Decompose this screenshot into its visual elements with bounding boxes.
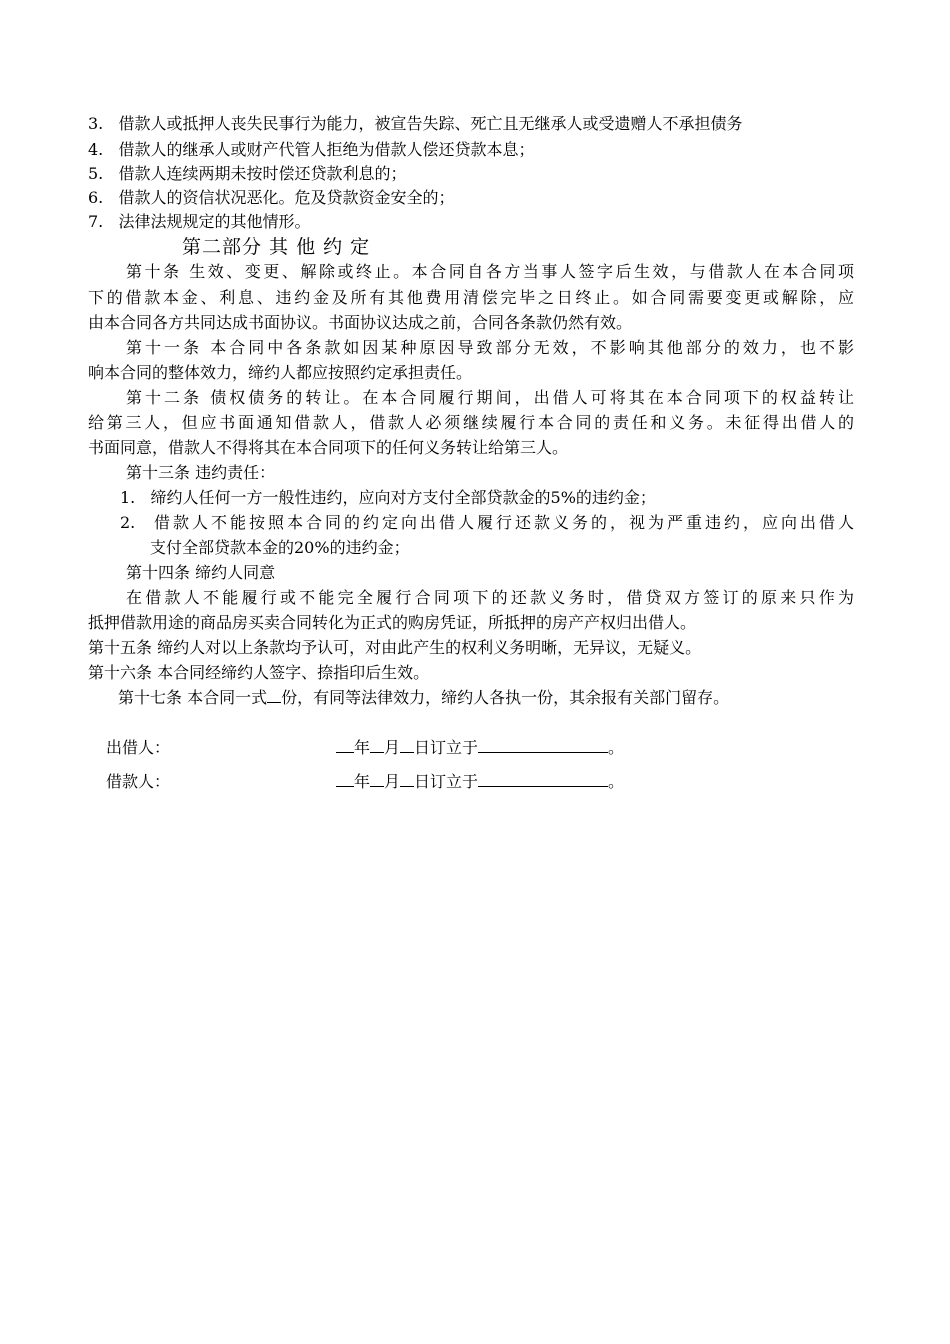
lender-date-line bbox=[336, 736, 624, 760]
place-blank bbox=[478, 770, 608, 787]
article-12-line-3: 书面同意，借款人不得将其在本合同项下的任何义务转让给第三人。 bbox=[88, 438, 569, 457]
list-item-4 bbox=[88, 138, 535, 162]
copies-blank bbox=[267, 686, 281, 703]
lender-label: 出借人： bbox=[106, 738, 171, 757]
year-label: 年 bbox=[354, 772, 371, 791]
day-label: 日订立于 bbox=[414, 772, 479, 791]
article-10-line-3: 由本合同各方共同达成书面协议。书面协议达成之前，合同各条款仍然有效。 bbox=[88, 313, 633, 332]
period: 。 bbox=[608, 772, 625, 791]
year-blank bbox=[336, 736, 354, 753]
article-10-line-2: 下的借款本金、利息、违约金及所有其他费用清偿完毕之日终止。如合同需要变更或解除，应 bbox=[88, 288, 854, 307]
list-item-7 bbox=[88, 210, 311, 234]
list-number: 1. bbox=[120, 488, 136, 507]
list-item-6 bbox=[88, 186, 455, 210]
day-label: 日订立于 bbox=[414, 738, 479, 757]
month-blank bbox=[370, 770, 384, 787]
list-item-5 bbox=[88, 162, 407, 186]
article-13-item-2-line-2: 支付全部贷款本金的20%的违约金； bbox=[150, 538, 410, 557]
day-blank bbox=[400, 770, 414, 787]
year-blank bbox=[336, 770, 354, 787]
list-item-3 bbox=[88, 112, 743, 136]
article-12-line-1: 第十二条 债权债务的转让。在本合同履行期间，出借人可将其在本合同项下的权益转让 bbox=[126, 388, 854, 407]
article-13-title: 第十三条 违约责任： bbox=[126, 463, 276, 482]
article-14-line-2: 抵押借款用途的商品房买卖合同转化为正式的购房凭证，所抵押的房产产权归出借人。 bbox=[88, 613, 697, 632]
place-blank bbox=[478, 736, 608, 753]
month-label: 月 bbox=[384, 738, 401, 757]
year-label: 年 bbox=[354, 738, 371, 757]
list-number: 3. bbox=[88, 114, 104, 133]
article-17 bbox=[118, 686, 729, 710]
list-text: 借款人或抵押人丧失民事行为能力，被宣告失踪、死亡且无继承人或受遗赠人不承担债务 bbox=[118, 114, 743, 133]
borrower-label: 借款人： bbox=[106, 772, 171, 791]
article-15: 第十五条 缔约人对以上条款均予认可，对由此产生的权利义务明晰，无异议，无疑义。 bbox=[88, 638, 702, 657]
article-10-line-1: 第十条 生效、变更、解除或终止。本合同自各方当事人签字后生效，与借款人在本合同项 bbox=[126, 262, 854, 281]
list-number: 5. bbox=[88, 164, 104, 183]
section-title: 第二部分 其 他 约 定 bbox=[182, 236, 371, 258]
article-11-line-1: 第十一条 本合同中各条款如因某种原因导致部分无效，不影响其他部分的效力，也不影 bbox=[126, 338, 854, 357]
list-text: 借款人连续两期未按时偿还贷款利息的； bbox=[118, 164, 407, 183]
article-13-item-2-number: 2. bbox=[120, 513, 136, 532]
list-number: 4. bbox=[88, 140, 104, 159]
article-14-title: 第十四条 缔约人同意 bbox=[126, 563, 276, 582]
month-label: 月 bbox=[384, 772, 401, 791]
period: 。 bbox=[608, 738, 625, 757]
article-17-text-post: 份，有同等法律效力，缔约人各执一份，其余报有关部门留存。 bbox=[281, 688, 730, 707]
article-11-line-2: 响本合同的整体效力，缔约人都应按照约定承担责任。 bbox=[88, 363, 473, 382]
list-number: 6. bbox=[88, 188, 104, 207]
list-text: 缔约人任何一方一般性违约，应向对方支付全部贷款金的5%的违约金； bbox=[150, 488, 656, 507]
article-14-line-1: 在借款人不能履行或不能完全履行合同项下的还款义务时，借贷双方签订的原来只作为 bbox=[126, 588, 854, 607]
day-blank bbox=[400, 736, 414, 753]
article-13-item-2-line-1: 借款人不能按照本合同的约定向出借人履行还款义务的，视为严重违约，应向出借人 bbox=[154, 513, 854, 532]
article-13-item-1 bbox=[120, 486, 656, 510]
article-12-line-2: 给第三人，但应书面通知借款人，借款人必须继续履行本合同的责任和义务。未征得出借人的 bbox=[88, 413, 854, 432]
list-text: 法律法规规定的其他情形。 bbox=[118, 212, 311, 231]
list-text: 借款人的继承人或财产代管人拒绝为借款人偿还贷款本息； bbox=[118, 140, 535, 159]
month-blank bbox=[370, 736, 384, 753]
borrower-date-line bbox=[336, 770, 624, 794]
list-number: 7. bbox=[88, 212, 104, 231]
list-text: 借款人的资信状况恶化。危及贷款资金安全的； bbox=[118, 188, 455, 207]
article-17-text-pre: 第十七条 本合同一式 bbox=[118, 688, 268, 707]
article-16: 第十六条 本合同经缔约人签字、捺指印后生效。 bbox=[88, 663, 430, 682]
